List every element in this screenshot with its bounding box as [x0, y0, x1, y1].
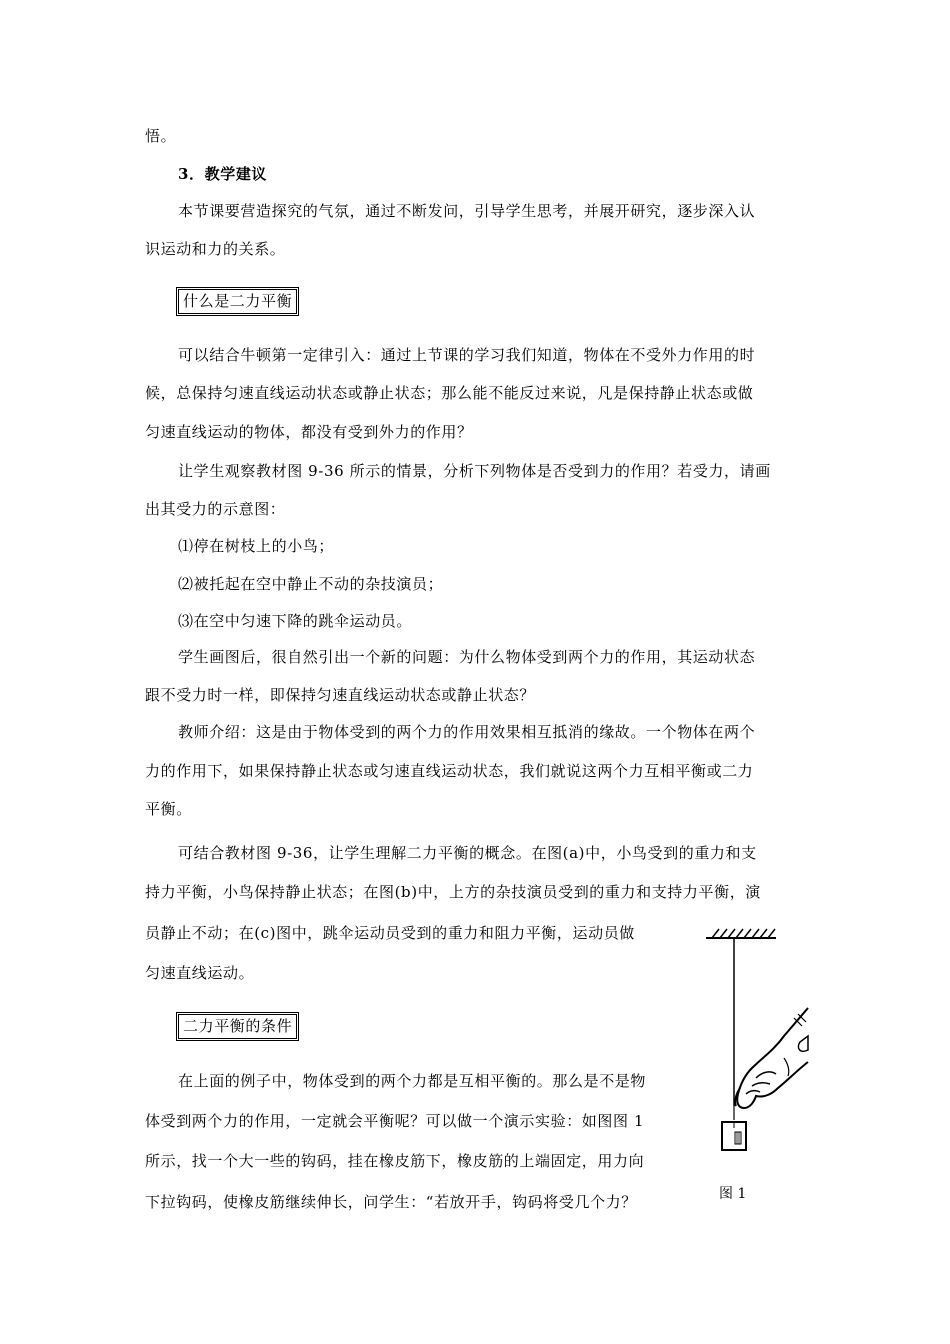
- text-line: 下拉钩码，使橡皮筋继续伸长，问学生：“若放开手，钩码将受几个力？: [145, 1193, 637, 1211]
- section-heading: 3．教学建议: [178, 165, 268, 183]
- list-item: ⑴停在树枝上的小鸟；: [178, 537, 335, 555]
- heading-box: 二力平衡的条件: [176, 1012, 299, 1041]
- text-line: 悟。: [145, 127, 177, 145]
- text-line: 在上面的例子中，物体受到的两个力都是互相平衡的。那么是不是物: [178, 1072, 647, 1090]
- text-line: 本节课要营造探究的气氛，通过不断发问，引导学生思考，并展开研究，逐步深入认: [178, 202, 756, 220]
- figure-caption: 图 1: [719, 1186, 747, 1202]
- heading-box: 什么是二力平衡: [176, 287, 299, 316]
- text-line: 体受到两个力的作用，一定就会平衡呢？可以做一个演示实验：如图图 1: [145, 1112, 645, 1130]
- list-item: ⑶在空中匀速下降的跳伞运动员。: [178, 612, 413, 630]
- hand-pulling-weight-on-rubber-band-icon: [700, 918, 820, 1168]
- text-line: 平衡。: [145, 800, 192, 818]
- text-line: 匀速直线运动的物体，都没有受到外力的作用？: [145, 423, 473, 441]
- text-line: 员静止不动；在(c)图中，跳伞运动员受到的重力和阻力平衡，运动员做: [145, 924, 635, 942]
- text-line: 跟不受力时一样，即保持匀速直线运动状态或静止状态？: [145, 686, 536, 704]
- text-line: 匀速直线运动。: [145, 964, 255, 982]
- list-item: ⑵被托起在空中静止不动的杂技演员；: [178, 575, 444, 593]
- text-line: 候，总保持匀速直线运动状态或静止状态；那么能不能反过来说，凡是保持静止状态或做: [145, 384, 754, 402]
- text-line: 可结合教材图 9-36，让学生理解二力平衡的概念。在图(a)中，小鸟受到的重力和支: [178, 844, 757, 862]
- text-line: 持力平衡，小鸟保持静止状态；在图(b)中，上方的杂技演员受到的重力和支持力平衡，演: [145, 883, 761, 901]
- text-line: 教师介绍：这是由于物体受到的两个力的作用效果相互抵消的缘故。一个物体在两个: [178, 723, 756, 741]
- text-line: 出其受力的示意图：: [145, 500, 286, 518]
- text-line: 识运动和力的关系。: [145, 240, 286, 258]
- text-line: 所示，找一个大一些的钩码，挂在橡皮筋下，橡皮筋的上端固定，用力向: [145, 1152, 645, 1170]
- text-line: 让学生观察教材图 9-36 所示的情景，分析下列物体是否受到力的作用？若受力，请画: [178, 462, 771, 480]
- text-line: 力的作用下，如果保持静止状态或匀速直线运动状态，我们就说这两个力互相平衡或二力: [145, 762, 754, 780]
- text-line: 可以结合牛顿第一定律引入：通过上节课的学习我们知道，物体在不受外力作用的时: [178, 346, 756, 364]
- text-line: 学生画图后，很自然引出一个新的问题：为什么物体受到两个力的作用，其运动状态: [178, 648, 756, 666]
